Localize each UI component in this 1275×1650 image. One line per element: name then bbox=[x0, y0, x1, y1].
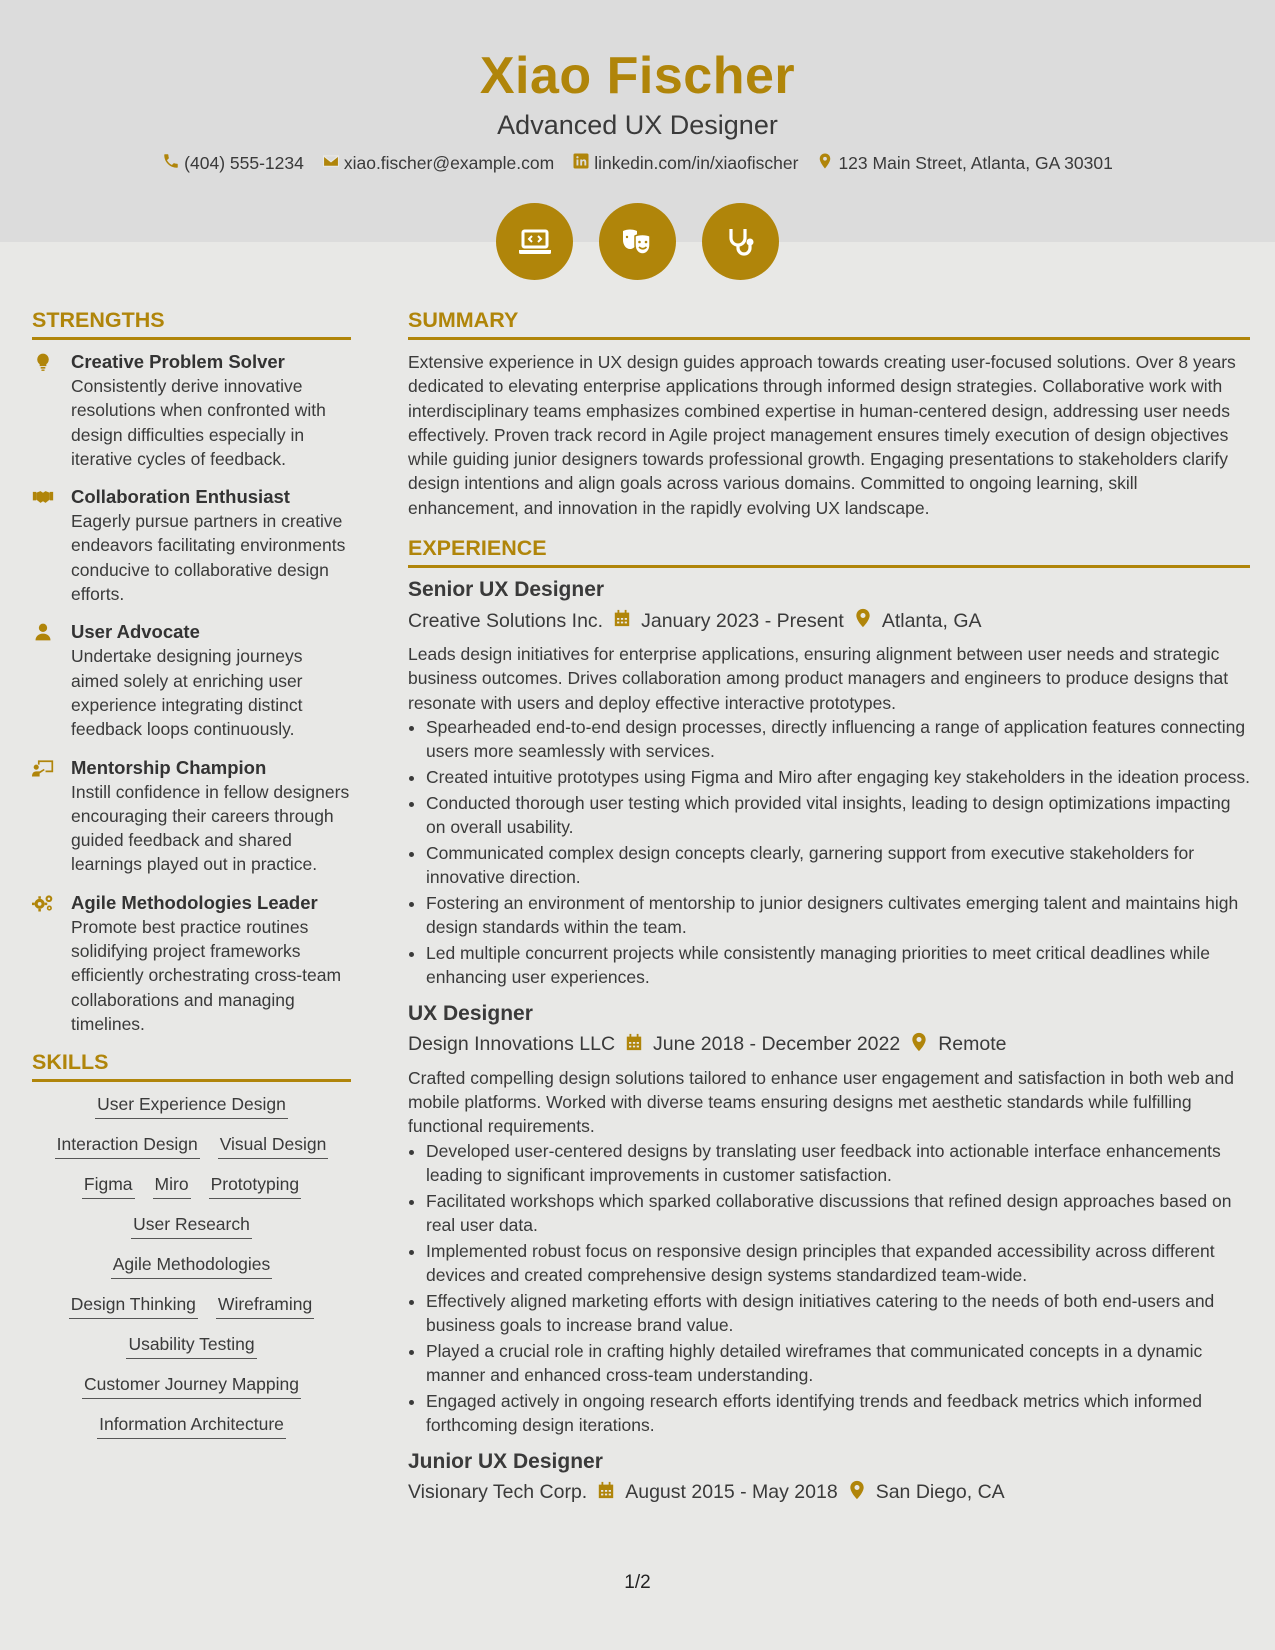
job-bullet: • Communicated complex design concepts clearly, garnering support from executive stakeholders for innovative direction. bbox=[426, 841, 1250, 890]
strength-title: User Advocate bbox=[71, 621, 200, 643]
skill-tag: Customer Journey Mapping bbox=[82, 1374, 301, 1399]
map-marker-icon bbox=[910, 1032, 928, 1058]
strength-title: Agile Methodologies Leader bbox=[71, 891, 318, 913]
job-entry bbox=[408, 1002, 1250, 1438]
contact-email[interactable] bbox=[322, 152, 554, 175]
experience-heading: EXPERIENCE bbox=[408, 536, 1250, 568]
left-column bbox=[32, 308, 351, 1454]
summary-heading: SUMMARY bbox=[408, 308, 1250, 340]
stethoscope-icon bbox=[702, 203, 779, 280]
calendar-icon bbox=[597, 1480, 615, 1506]
job-description: Leads design initiatives for enterprise applications, ensuring alignment between user needs and strategic business outcomes. Drives collaboration among product managers and engineers to produce designs that resonate with users and deploy effective interactive prototypes. bbox=[408, 644, 1229, 713]
job-bullet: • Created intuitive prototypes using Figma and Miro after engaging key stakeholders in the ideation process. bbox=[426, 765, 1250, 789]
skill-tag: Agile Methodologies bbox=[111, 1254, 273, 1279]
job-bullet: • Engaged actively in ongoing research efforts identifying trends and feedback metrics which informed forthcoming design iterations. bbox=[426, 1389, 1250, 1438]
user-icon bbox=[32, 622, 56, 642]
skills-list bbox=[32, 1094, 351, 1439]
strength-description: Consistently derive innovative resolutions when confronted with design difficulties especially in iterative cycles of feedback. bbox=[71, 376, 326, 469]
skill-tag: Usability Testing bbox=[126, 1334, 256, 1359]
lightbulb-icon bbox=[32, 352, 56, 372]
contact-bar bbox=[0, 152, 1275, 175]
contact-address bbox=[816, 152, 1112, 175]
summary-text: Extensive experience in UX design guides approach towards creating user-focused solutions. Over 8 years dedicated to elevating enterprise applications through informed design strategies. Collaborative work with interdisciplinary teams emphasizes combined expertise in human-centered design, addressing user needs effectively. Proven track record in Agile project management ensures timely execution of design objectives while guiding junior designers towards professional growth. Engaging presentations to stakeholders clarify design intentions and align goals across various domains. Committed to ongoing learning, skill enhancement, and innovation in the rapidly evolving UX landscape. bbox=[408, 352, 1236, 518]
strength-item bbox=[32, 350, 351, 471]
job-bullet: • Fostering an environment of mentorship to junior designers cultivates emerging talent and maintains high design standards within the team. bbox=[426, 891, 1250, 940]
job-bullet: • Facilitated workshops which sparked collaborative discussions that refined design approaches based on real user data. bbox=[426, 1189, 1250, 1238]
cogs-icon bbox=[32, 893, 56, 913]
contact-linkedin[interactable] bbox=[572, 152, 798, 175]
job-bullet: • Led multiple concurrent projects while consistently managing priorities to meet critical deadlines while enhancing user experiences. bbox=[426, 941, 1250, 990]
skill-tag: Visual Design bbox=[218, 1134, 329, 1159]
job-dates-text: January 2023 - Present bbox=[641, 609, 844, 632]
job-bullets bbox=[408, 1139, 1250, 1438]
job-bullet: • Effectively aligned marketing efforts with design initiatives catering to the needs of both end-users and business goals to increase brand value. bbox=[426, 1289, 1250, 1338]
job-dates-text: June 2018 - December 2022 bbox=[653, 1033, 901, 1056]
strength-title: Creative Problem Solver bbox=[71, 351, 285, 372]
job-dates bbox=[613, 608, 844, 634]
envelope-icon bbox=[322, 152, 340, 175]
laptop-code-icon bbox=[496, 203, 573, 280]
strength-title: Mentorship Champion bbox=[71, 756, 267, 778]
job-dates bbox=[597, 1480, 837, 1506]
interest-icons bbox=[0, 203, 1275, 280]
strength-item bbox=[32, 620, 351, 741]
skill-tag: Design Thinking bbox=[69, 1294, 198, 1319]
job-location-text: Remote bbox=[938, 1033, 1007, 1056]
skills-heading: SKILLS bbox=[32, 1050, 351, 1082]
chalkboard-teacher-icon bbox=[32, 758, 56, 778]
job-title: Junior UX Designer bbox=[408, 1449, 603, 1473]
job-bullet: • Spearheaded end-to-end design processes, directly influencing a range of application features connecting users more seamlessly with services. bbox=[426, 715, 1250, 764]
email-text: xiao.fischer@example.com bbox=[343, 153, 555, 173]
job-bullets bbox=[408, 715, 1250, 990]
strength-item bbox=[32, 891, 351, 1036]
job-meta bbox=[408, 1480, 1250, 1506]
job-bullet: • Conducted thorough user testing which provided vital insights, leading to design optimizations impacting on overall usability. bbox=[426, 791, 1250, 840]
calendar-icon bbox=[625, 1032, 643, 1058]
job-location-text: Atlanta, GA bbox=[881, 609, 982, 632]
job-company: Design Innovations LLC bbox=[408, 1033, 616, 1056]
strength-title: Collaboration Enthusiast bbox=[71, 486, 290, 508]
skill-tag: Prototyping bbox=[209, 1174, 302, 1199]
job-company: Creative Solutions Inc. bbox=[408, 609, 604, 632]
job-bullet: • Developed user-centered designs by translating user feedback into actionable interface enhancements leading to significant improvements in customer satisfaction. bbox=[426, 1139, 1250, 1188]
job-description: Crafted compelling design solutions tailored to enhance user engagement and satisfaction in both web and mobile platforms. Worked with diverse teams ensuring designs met aesthetic standards while fulfilling functional requirements. bbox=[408, 1067, 1234, 1137]
strengths-heading: STRENGTHS bbox=[32, 308, 351, 340]
skill-tag: User Research bbox=[131, 1214, 252, 1239]
job-title: Senior UX Designer bbox=[408, 578, 605, 602]
job-location-text: San Diego, CA bbox=[875, 1481, 1005, 1504]
linkedin-icon bbox=[572, 152, 590, 175]
address-text: 123 Main Street, Atlanta, GA 30301 bbox=[838, 153, 1113, 173]
skill-row bbox=[32, 1254, 351, 1279]
skill-tag: Information Architecture bbox=[97, 1414, 286, 1439]
skill-row bbox=[32, 1374, 351, 1399]
candidate-role: Advanced UX Designer bbox=[497, 110, 778, 140]
job-entry bbox=[408, 578, 1250, 990]
map-marker-icon bbox=[816, 152, 834, 175]
skill-row bbox=[32, 1134, 351, 1159]
linkedin-text: linkedin.com/in/xiaofischer bbox=[594, 153, 799, 173]
strength-item bbox=[32, 756, 351, 877]
job-entry bbox=[408, 1450, 1250, 1506]
job-title: UX Designer bbox=[408, 1001, 533, 1025]
skill-tag: User Experience Design bbox=[95, 1094, 288, 1119]
page-number: 1/2 bbox=[624, 1572, 651, 1593]
job-meta bbox=[408, 608, 1250, 634]
phone-text: (404) 555-1234 bbox=[184, 153, 304, 173]
skill-row bbox=[32, 1294, 351, 1319]
contact-phone[interactable] bbox=[162, 152, 304, 175]
job-bullet: • Implemented robust focus on responsive design principles that expanded accessibility across different devices and created comprehensive design systems standardized team-wide. bbox=[426, 1239, 1250, 1288]
calendar-icon bbox=[613, 608, 631, 634]
skill-tag: Miro bbox=[153, 1174, 191, 1199]
job-company: Visionary Tech Corp. bbox=[408, 1481, 588, 1504]
skill-row bbox=[32, 1334, 351, 1359]
skill-row bbox=[32, 1414, 351, 1439]
phone-icon bbox=[162, 152, 180, 175]
candidate-name: Xiao Fischer bbox=[479, 47, 796, 105]
jobs-list bbox=[408, 578, 1250, 1506]
job-dates bbox=[625, 1032, 900, 1058]
strengths-list bbox=[32, 350, 351, 1036]
job-location bbox=[848, 1480, 1005, 1506]
map-marker-icon bbox=[848, 1480, 866, 1506]
right-column bbox=[408, 308, 1250, 1514]
strength-description: Promote best practice routines solidifying project frameworks efficiently orchestrating cross-team collaborations and managing timelines. bbox=[71, 916, 342, 1034]
skill-row bbox=[32, 1214, 351, 1239]
job-meta bbox=[408, 1032, 1250, 1058]
skill-row bbox=[32, 1174, 351, 1199]
strength-description: Undertake designing journeys aimed solely at enriching user experience integrating distinct feedback loops continuously. bbox=[71, 646, 303, 740]
handshake-icon bbox=[32, 487, 56, 507]
job-bullet: • Played a crucial role in crafting highly detailed wireframes that communicated concepts in a dynamic manner and enhanced cross-team understanding. bbox=[426, 1339, 1250, 1388]
skill-tag: Figma bbox=[82, 1174, 135, 1199]
strength-item bbox=[32, 485, 351, 606]
job-location bbox=[910, 1032, 1006, 1058]
job-dates-text: August 2015 - May 2018 bbox=[625, 1481, 838, 1504]
theater-masks-icon bbox=[599, 203, 676, 280]
map-marker-icon bbox=[854, 608, 872, 634]
strength-description: Eagerly pursue partners in creative endeavors facilitating environments conducive to collaborative design efforts. bbox=[71, 511, 346, 605]
skill-row bbox=[32, 1094, 351, 1119]
job-location bbox=[854, 608, 982, 634]
strength-description: Instill confidence in fellow designers encouraging their careers through guided feedback and shared learnings played out in practice. bbox=[71, 781, 350, 875]
skill-tag: Wireframing bbox=[216, 1294, 314, 1319]
skill-tag: Interaction Design bbox=[55, 1134, 200, 1159]
